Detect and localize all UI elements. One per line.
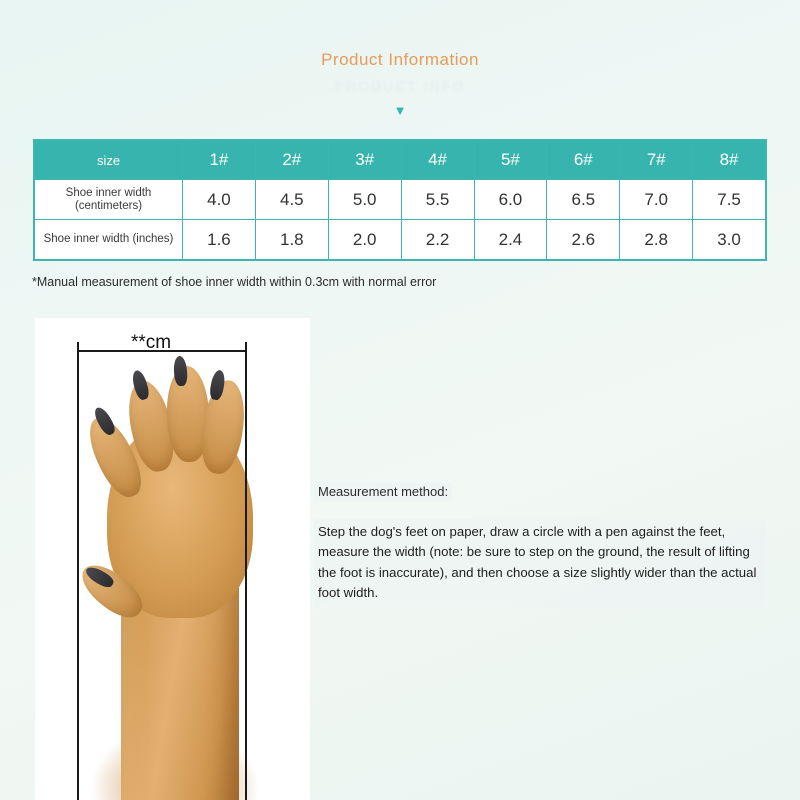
table-cell: 2.4	[474, 220, 547, 260]
table-cell: 2.0	[328, 220, 401, 260]
table-row-label: Shoe inner width (inches)	[35, 220, 183, 260]
page-subtitle: PRODUCT INFO	[334, 78, 466, 94]
table-column-header: 6#	[547, 141, 620, 180]
table-cell: 2.2	[401, 220, 474, 260]
dog-paw-photo	[35, 318, 310, 800]
table-cell: 4.5	[255, 180, 328, 220]
measurement-method-title: Measurement method:	[314, 482, 452, 501]
measurement-method-block	[314, 482, 766, 607]
table-cell: 3.0	[693, 220, 766, 260]
table-column-header: 5#	[474, 141, 547, 180]
table-row	[35, 180, 766, 220]
table-cell: 1.6	[183, 220, 256, 260]
table-column-header: 1#	[183, 141, 256, 180]
table-column-header: 3#	[328, 141, 401, 180]
table-row-label: Shoe inner width (centimeters)	[35, 180, 183, 220]
table-column-header: 7#	[620, 141, 693, 180]
table-header-row	[35, 141, 766, 180]
table-row	[35, 220, 766, 260]
table-cell: 5.5	[401, 180, 474, 220]
header	[0, 0, 800, 117]
chevron-down-icon: ▼	[393, 103, 407, 118]
measurement-guide-line-right	[245, 342, 247, 800]
table-cell: 2.8	[620, 220, 693, 260]
size-table	[34, 140, 766, 260]
table-cell: 1.8	[255, 220, 328, 260]
size-table-container	[33, 139, 767, 261]
table-cell: 7.5	[693, 180, 766, 220]
table-cell: 6.5	[547, 180, 620, 220]
bracket-tick-right	[245, 342, 247, 360]
photo-and-method-section	[0, 318, 800, 800]
table-cell: 4.0	[183, 180, 256, 220]
table-cell: 2.6	[547, 220, 620, 260]
measurement-method-body: Step the dog's feet on paper, draw a circle with a pen against the feet, measure the width (note: be sure to step on the ground, the result of lifting the foot is inaccurate), and then choose a size slightly wider than the actual foot width.	[314, 519, 766, 607]
table-cell: 5.0	[328, 180, 401, 220]
table-column-header: 8#	[693, 141, 766, 180]
measurement-guide-line-left	[77, 342, 79, 800]
table-cell: 6.0	[474, 180, 547, 220]
measurement-note: *Manual measurement of shoe inner width within 0.3cm with normal error	[32, 275, 437, 289]
table-column-header: 2#	[255, 141, 328, 180]
width-measure-label: **cm	[131, 332, 172, 353]
table-column-header: 4#	[401, 141, 474, 180]
table-corner-label: size	[35, 141, 183, 180]
page-title: Product Information	[321, 50, 479, 69]
table-cell: 7.0	[620, 180, 693, 220]
